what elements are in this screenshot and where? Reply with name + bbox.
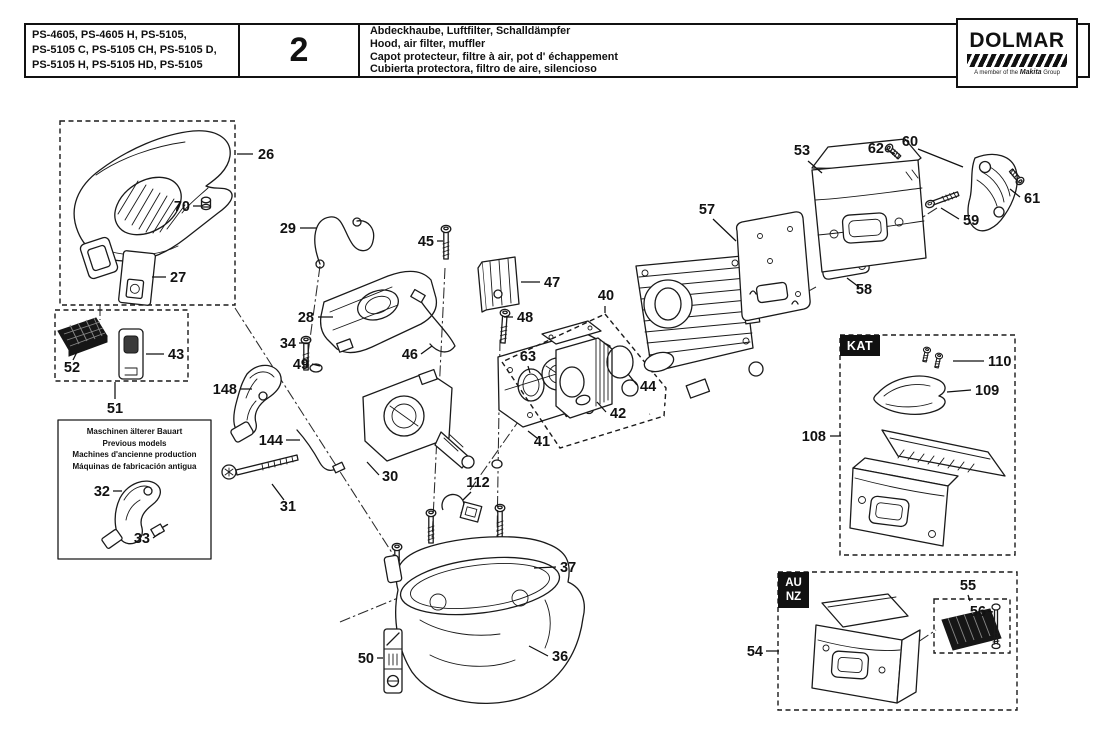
part-label-41: 41 [533,434,551,450]
kat-muffler-108 [850,430,1005,546]
cooling-plate-57 [737,212,811,321]
leader-line-31 [272,484,284,500]
spring-wire-29 [315,217,374,268]
part-label-57: 57 [698,202,716,218]
screw-59 [925,190,960,208]
part-label-48: 48 [517,310,534,326]
leader-line-60 [918,149,963,167]
part-label-59: 59 [963,213,980,229]
part-label-55: 55 [959,578,977,594]
title-en: Hood, air filter, muffler [370,37,486,50]
part-label-40: 40 [597,288,615,304]
pm-line-es: Máquinas de fabricación antigua [72,461,197,471]
part-label-30: 30 [382,469,399,485]
model-line-3: PS-5105 H, PS-5105 HD, PS-5105 [32,58,203,71]
pm-line-de: Maschinen älterer Bauart [86,427,183,436]
part-label-110: 110 [988,354,1012,370]
previous-models-note [60,426,209,472]
muffler-53 [812,139,926,272]
intake-flange-42 [556,338,612,418]
part-label-144: 144 [258,433,283,449]
bracket-47 [478,257,519,312]
part-label-112: 112 [466,475,490,491]
part-label-61: 61 [1024,191,1041,207]
title-es: Cubierta protectora, filtro de aire, silencioso [370,63,597,76]
part-label-58: 58 [855,282,873,298]
part-label-50: 50 [357,651,374,667]
part-label-46: 46 [401,347,418,363]
part-label-44: 44 [640,379,657,395]
part-label-62: 62 [867,141,884,157]
tagline-makita: Makita [1019,69,1042,76]
part-label-49: 49 [292,357,309,373]
part-label-51: 51 [106,401,124,417]
leader-line-57 [713,219,736,241]
part-label-53: 53 [793,143,811,159]
leader-line-112 [463,492,471,500]
pm-line-en: Previous models [102,438,167,448]
aunz-line-au: AU [785,576,802,589]
title-de: Abdeckhaube, Luftfilter, Schalldämpfer [370,25,571,38]
part-label-63: 63 [519,349,537,365]
clamp-112 [442,494,482,522]
model-line-2: PS-5105 C, PS-5105 CH, PS-5105 D, [32,44,217,57]
clip-33 [151,521,170,536]
part-label-37: 37 [560,560,577,576]
leader-line-59 [941,208,959,219]
screw-45 [441,225,451,259]
part-label-27: 27 [170,270,187,286]
screw-48 [498,309,510,343]
leader-line-109 [947,390,971,392]
leader-line-55 [968,595,970,601]
air-filter-52 [58,318,107,356]
label-plate-50 [384,629,402,693]
pm-line-fr: Machines d'ancienne production [72,450,197,460]
filter-cover-43 [119,329,143,379]
aunz-line-nz: NZ [785,591,802,603]
housing-36 [384,537,584,704]
screws-110 [921,347,943,369]
part-label-54: 54 [746,644,763,660]
screw-31 [222,455,298,479]
part-label-45: 45 [417,234,434,250]
part-label-33: 33 [133,531,150,547]
model-line-1: PS-4605, PS-4605 H, PS-5105, [32,29,187,42]
part-label-108: 108 [801,429,826,445]
part-label-29: 29 [279,221,296,237]
part-label-43: 43 [168,347,185,363]
part-label-42: 42 [610,406,627,422]
aunz-muffler-54 [812,594,920,703]
part-label-31: 31 [279,499,297,515]
part-label-28: 28 [297,310,314,326]
section-number: 2 [240,25,360,76]
throttle-wire-144 [297,430,345,473]
part-label-56: 56 [969,604,986,620]
leader-line-46 [421,346,432,354]
leader-line-30 [367,462,379,475]
choke-lever-148 [230,365,281,443]
part-label-34: 34 [279,336,296,352]
part-label-70: 70 [173,199,190,215]
filter-base-28 [321,271,437,352]
dolmar-wordmark: DOLMAR [969,29,1065,52]
part-label-109: 109 [975,383,1000,399]
deflector-109 [874,376,945,414]
part-label-52: 52 [63,360,81,376]
part-label-148: 148 [212,382,237,398]
title-fr: Capot protecteur, filtre à air, pot d' échappement [370,50,618,63]
cover-plate-27 [118,250,155,305]
lever-32 [101,481,160,549]
kat-badge: KAT [840,335,880,356]
aunz-badge [778,572,809,608]
part-label-36: 36 [552,649,569,665]
part-label-26: 26 [258,147,275,163]
throttle-body-30 [363,370,474,468]
part-label-60: 60 [901,134,919,150]
tagline-prefix: A member of the [974,70,1020,76]
part-label-32: 32 [93,484,110,500]
part-label-47: 47 [544,275,561,291]
tagline-suffix: Group [1041,70,1060,76]
